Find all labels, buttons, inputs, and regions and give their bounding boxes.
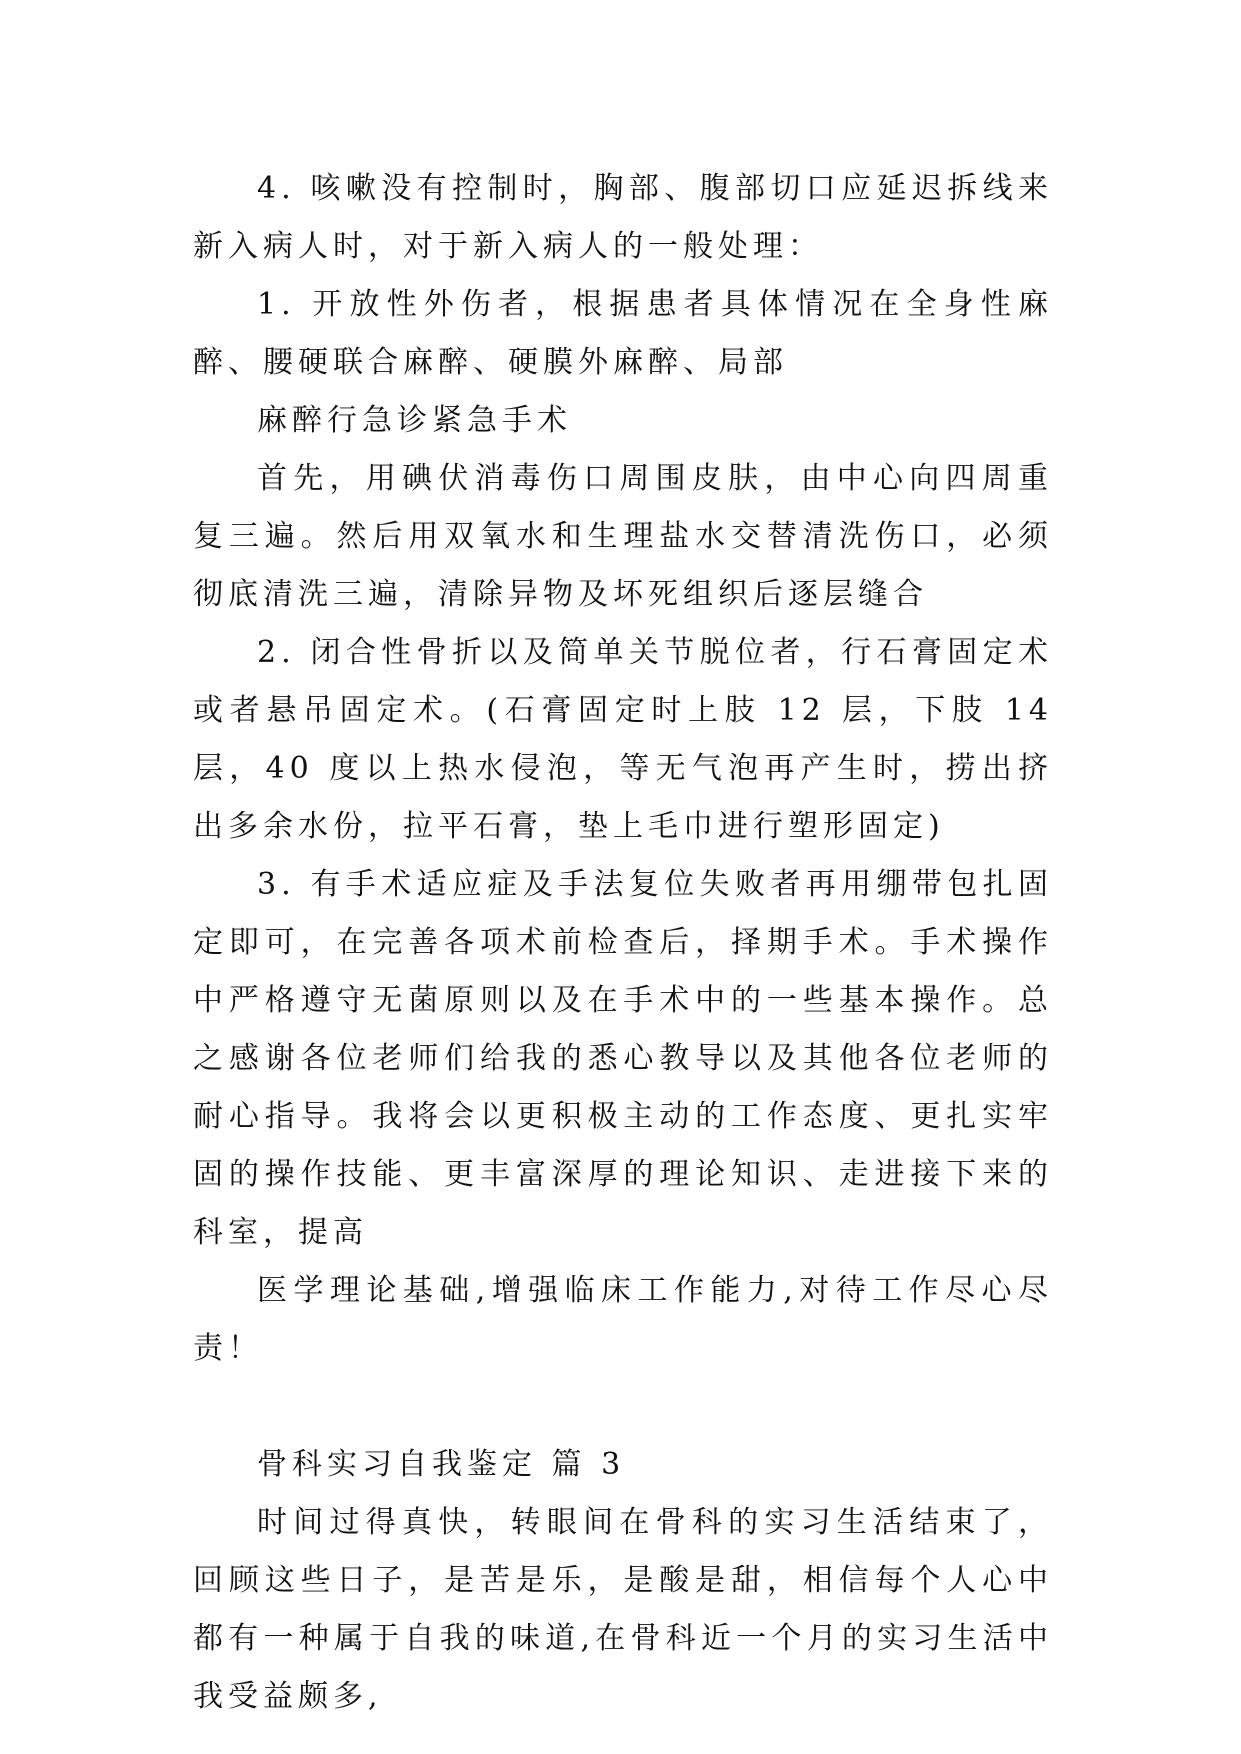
paragraph-closing-statement: 医学理论基础,增强临床工作能力,对待工作尽心尽责！	[193, 1273, 1053, 1366]
paragraph-emergency-surgery: 麻醉行急诊紧急手术	[257, 403, 572, 438]
section-heading: 骨科实习自我鉴定 篇 3	[257, 1447, 626, 1482]
document-body	[193, 160, 1053, 1726]
paragraph-open-trauma: 1. 开放性外伤者，根据患者具体情况在全身性麻醉、腰硬联合麻醉、硬膜外麻醉、局部	[193, 287, 1053, 380]
paragraph-surgery-indication: 3. 有手术适应症及手法复位失败者再用绷带包扎固定即可，在完善各项术前检查后，择期手术。手术操作中严格遵守无菌原则以及在手术中的一些基本操作。总之感谢各位老师们给我的悉心教导以及其他各位老师的耐心指导。我将会以更积极主动的工作态度、更扎实牢固的操作技能、更丰富深厚的理论知识、走进接下来的科室，提高	[193, 867, 1053, 1250]
paragraph-closed-fracture: 2. 闭合性骨折以及简单关节脱位者，行石膏固定术或者悬吊固定术。(石膏固定时上肢 12 层，下肢 14 层，40 度以上热水侵泡，等无气泡再产生时，捞出挤出多余水份，拉平石膏，垫上毛巾进行塑形固定)	[193, 635, 1053, 844]
paragraph-wound-cleaning: 首先，用碘伏消毒伤口周围皮肤，由中心向四周重复三遍。然后用双氧水和生理盐水交替清洗伤口，必须彻底清洗三遍，清除异物及坏死组织后逐层缝合	[193, 461, 1053, 612]
paragraph-section-intro: 时间过得真快，转眼间在骨科的实习生活结束了，回顾这些日子，是苦是乐，是酸是甜，相信每个人心中都有一种属于自我的味道,在骨科近一个月的实习生活中我受益颇多,	[193, 1505, 1053, 1714]
paragraph-item-4-incision: 4. 咳嗽没有控制时，胸部、腹部切口应延迟拆线来新入病人时，对于新入病人的一般处理：	[193, 171, 1053, 264]
